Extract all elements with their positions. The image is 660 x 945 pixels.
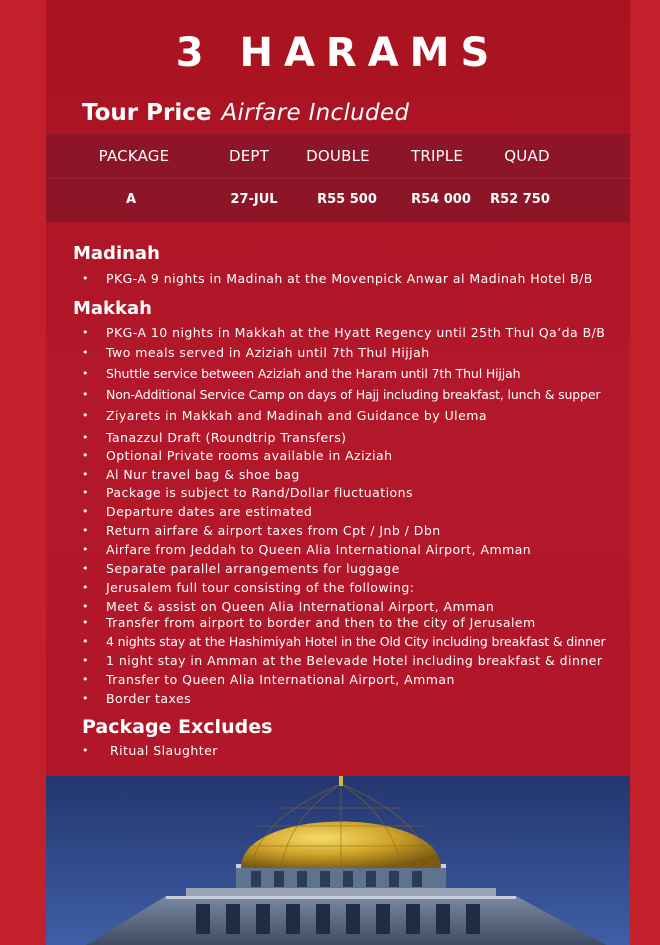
table-header-package: PACKAGE xyxy=(98,147,170,165)
table-cell-quad: R52 750 xyxy=(490,192,550,207)
list-item: • Tanazzul Draft (Roundtrip Transfers) xyxy=(82,430,347,445)
makkah-heading: Makkah xyxy=(73,298,152,319)
dome-of-the-rock-photo xyxy=(46,776,630,945)
list-item: • Transfer from airport to border and then to the city of Jerusalem xyxy=(82,615,536,630)
bullet-icon: • xyxy=(82,449,89,462)
list-item: • 4 nights stay at the Hashimiyah Hotel in the Old City including breakfast & dinner xyxy=(82,634,606,649)
tour-price-subtitle: Airfare Included xyxy=(221,100,410,126)
list-item: • Border taxes xyxy=(82,691,192,706)
table-divider xyxy=(46,178,630,179)
bullet-icon: • xyxy=(82,326,89,339)
list-item: • Meet & assist on Queen Alia International Airport, Amman xyxy=(82,599,495,614)
list-item: • Shuttle service between Aziziah and the Haram until 7th Thul Hijjah xyxy=(82,366,521,381)
bullet-icon: • xyxy=(82,635,89,648)
bullet-icon: • xyxy=(82,562,89,575)
list-item: • Airfare from Jeddah to Queen Alia International Airport, Amman xyxy=(82,542,532,557)
page-title: 3 HARAMS xyxy=(175,30,501,76)
bullet-icon: • xyxy=(82,486,89,499)
excludes-heading: Package Excludes xyxy=(82,716,273,738)
bullet-icon: • xyxy=(82,409,89,422)
table-header-triple: TRIPLE xyxy=(410,147,464,165)
table-cell-dept: 27-JUL xyxy=(230,192,278,207)
list-item: • Non-Additional Service Camp on days of Hajj including breakfast, lunch & supper xyxy=(82,387,601,402)
bullet-icon: • xyxy=(82,543,89,556)
table-cell-triple: R54 000 xyxy=(411,192,471,207)
bullet-icon: • xyxy=(82,431,89,444)
bullet-icon: • xyxy=(82,468,89,481)
madinah-heading: Madinah xyxy=(73,243,160,264)
tour-price-label: Tour Price xyxy=(82,100,212,126)
list-item: • Transfer to Queen Alia International Airport, Amman xyxy=(82,672,455,687)
table-header-quad: QUAD xyxy=(504,147,550,165)
bullet-icon: • xyxy=(82,272,89,285)
bullet-icon: • xyxy=(82,388,89,401)
table-cell-package: A xyxy=(125,192,137,207)
table-header-dept: DEPT xyxy=(228,147,270,165)
bullet-icon: • xyxy=(82,692,89,705)
list-item: • PKG-A 9 nights in Madinah at the Movenpick Anwar al Madinah Hotel B/B xyxy=(82,271,593,286)
bullet-icon: • xyxy=(82,744,89,757)
bullet-icon: • xyxy=(82,346,89,359)
list-item: • Jerusalem full tour consisting of the following: xyxy=(82,580,415,595)
list-item: • Package is subject to Rand/Dollar fluctuations xyxy=(82,485,413,500)
bullet-icon: • xyxy=(82,654,89,667)
bullet-icon: • xyxy=(82,524,89,537)
table-cell-double: R55 500 xyxy=(317,192,377,207)
list-item: • Departure dates are estimated xyxy=(82,504,313,519)
price-table xyxy=(46,134,630,222)
list-item: • Return airfare & airport taxes from Cpt / Jnb / Dbn xyxy=(82,523,441,538)
bullet-icon: • xyxy=(82,581,89,594)
list-item: • Two meals served in Aziziah until 7th Thul Hijjah xyxy=(82,345,430,360)
table-header-double: DOUBLE xyxy=(306,147,370,165)
tour-price-heading xyxy=(82,99,409,126)
list-item: • 1 night stay in Amman at the Belevade Hotel including breakfast & dinner xyxy=(82,653,603,668)
bullet-icon: • xyxy=(82,673,89,686)
bullet-icon: • xyxy=(82,616,89,629)
list-item: • Al Nur travel bag & shoe bag xyxy=(82,467,300,482)
bullet-icon: • xyxy=(82,600,89,613)
list-item: • Separate parallel arrangements for luggage xyxy=(82,561,400,576)
list-item: • Optional Private rooms available in Aziziah xyxy=(82,448,393,463)
list-item: • PKG-A 10 nights in Makkah at the Hyatt Regency until 25th Thul Qa’da B/B xyxy=(82,325,606,340)
bullet-icon: • xyxy=(82,367,89,380)
list-item: • Ziyarets in Makkah and Madinah and Guidance by Ulema xyxy=(82,408,487,423)
dome-illustration xyxy=(46,776,630,945)
bullet-icon: • xyxy=(82,505,89,518)
list-item: • Ritual Slaughter xyxy=(82,743,218,758)
